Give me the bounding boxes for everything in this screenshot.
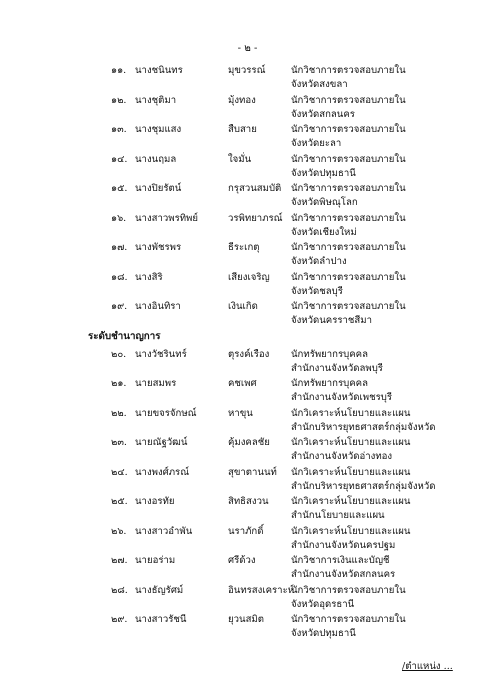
position-title: นักวิชาการตรวจสอบภายใน [291, 65, 406, 76]
list-item [0, 554, 495, 584]
item-number: ๑๒. [111, 94, 127, 106]
position-title: นักวิชาการตรวจสอบภายใน [291, 212, 406, 224]
list-item [0, 348, 495, 378]
first-name: นายณัฐวัฒน์ [135, 437, 188, 448]
last-name: ยุวนสมิต [228, 614, 264, 625]
position-title: นักวิชาการตรวจสอบภายใน [291, 183, 406, 194]
position-title: นักวิชาการตรวจสอบภายใน [291, 301, 406, 312]
first-name: นางสิริ [135, 271, 163, 283]
position-title: นักวิเคราะห์นโยบายและแผน [291, 496, 411, 507]
list-item [0, 525, 495, 555]
position-title: นักวิเคราะห์นโยบายและแผน [291, 466, 411, 478]
position-title: นักวิชาการตรวจสอบภายใน [291, 124, 406, 135]
unit-name: สำนักบริหารยุทธศาสตร์กลุ่มจังหวัด [291, 480, 436, 492]
section-title: ระดับชำนาญการ [88, 330, 161, 342]
group-2-list [0, 348, 495, 643]
last-name: มุ้งทอง [228, 94, 256, 106]
position-title: นักทรัพยากรบุคคล [291, 348, 368, 360]
last-name: เงินเกิด [228, 301, 258, 312]
list-item [0, 153, 495, 183]
position-title: นักวิชาการตรวจสอบภายใน [291, 94, 406, 106]
unit-name: จังหวัดอุดรธานี [291, 598, 355, 610]
item-number: ๑๓. [111, 124, 127, 135]
list-item [0, 241, 495, 271]
unit-name: จังหวัดปทุมธานี [291, 167, 356, 179]
position-title: นักทรัพยากรบุคคล [291, 378, 368, 389]
first-name: นางชุติมา [135, 94, 177, 106]
last-name: กรุสวนสมบัติ [228, 183, 282, 194]
list-item [0, 123, 495, 153]
last-name: คชเพศ [228, 378, 257, 389]
unit-name: จังหวัดชลบุรี [291, 285, 343, 297]
list-item [0, 407, 495, 437]
last-name: หาขุน [228, 407, 253, 419]
last-name: ใจมั่น [228, 153, 252, 165]
first-name: นางพงศ์ภรณ์ [135, 466, 190, 478]
last-name: ศรีด้วง [228, 555, 256, 566]
first-name: นางสาวอำพัน [135, 525, 193, 537]
list-item [0, 94, 495, 124]
last-name: คุ้มงคลชัย [228, 437, 270, 448]
unit-name: จังหวัดนครราชสีมา [291, 315, 372, 326]
position-title: นักวิชาการตรวจสอบภายใน [291, 242, 406, 253]
unit-name: จังหวัดยะลา [291, 138, 342, 149]
position-title: นักวิเคราะห์นโยบายและแผน [291, 525, 411, 537]
last-name: สุขาตานนท์ [228, 466, 277, 478]
position-title: นักวิชาการตรวจสอบภายใน [291, 584, 406, 596]
last-name: นราภักดิ์ [228, 525, 264, 537]
item-number: ๑๑. [111, 65, 127, 76]
list-item [0, 64, 495, 94]
first-name: นางอรทัย [135, 496, 175, 507]
position-title: นักวิเคราะห์นโยบายและแผน [291, 437, 411, 448]
first-name: นายขจรจักษณ์ [135, 407, 197, 419]
item-number: ๒๐. [111, 348, 127, 360]
unit-name: จังหวัดพิษณุโลก [291, 197, 358, 208]
position-title: นักวิชาการเงินและบัญชี [291, 555, 390, 566]
last-name: สิทธิสงวน [228, 496, 269, 507]
list-item [0, 300, 495, 330]
continuation-note: /ตำแหน่ง ... [402, 661, 453, 672]
item-number: ๒๒. [111, 407, 127, 419]
unit-name: จังหวัดปทุมธานี [291, 628, 356, 639]
last-name: สืบสาย [228, 124, 257, 135]
last-name: มุขวรรณ์ [228, 65, 266, 76]
item-number: ๒๔. [111, 466, 128, 478]
unit-name: จังหวัดลำปาง [291, 256, 347, 267]
unit-name: สำนักงานจังหวัดเพชรบุรี [291, 392, 392, 403]
list-item [0, 182, 495, 212]
first-name: นางธัญรัศม์ [135, 584, 184, 596]
list-item [0, 613, 495, 643]
unit-name: สำนักงานจังหวัดนครปฐม [291, 539, 396, 551]
unit-name: จังหวัดเชียงใหม่ [291, 226, 357, 238]
position-title: นักวิชาการตรวจสอบภายใน [291, 153, 406, 165]
first-name: นางนฤมล [135, 153, 177, 165]
list-item [0, 436, 495, 466]
list-item [0, 271, 495, 301]
position-title: นักวิชาการตรวจสอบภายใน [291, 614, 406, 625]
item-number: ๒๘. [111, 584, 128, 596]
first-name: นางสาวพรทิพย์ [135, 212, 199, 224]
last-name: ตุรงค์เรือง [228, 348, 270, 360]
item-number: ๑๖. [111, 212, 127, 224]
list-item [0, 377, 495, 407]
appointee-list [0, 64, 495, 643]
unit-name: จังหวัดสกลนคร [291, 108, 355, 120]
item-number: ๑๕. [111, 183, 128, 194]
unit-name: สำนักงานจังหวัดสกลนคร [291, 569, 396, 580]
first-name: นายอร่าม [135, 555, 176, 566]
unit-name: สำนักบริหารยุทธศาสตร์กลุ่มจังหวัด [291, 421, 436, 433]
first-name: นางพัชรพร [135, 242, 182, 253]
item-number: ๒๖. [111, 525, 127, 537]
list-item [0, 495, 495, 525]
page-number: - ๒ - [237, 43, 258, 54]
list-item [0, 466, 495, 496]
first-name: นางอินทิรา [135, 301, 181, 312]
list-item [0, 584, 495, 614]
item-number: ๑๔. [111, 153, 128, 165]
position-title: นักวิเคราะห์นโยบายและแผน [291, 407, 411, 419]
group-1-list [0, 64, 495, 330]
unit-name: สำนักนโยบายและแผน [291, 510, 385, 521]
item-number: ๒๙. [111, 614, 128, 625]
unit-name: สำนักงานจังหวัดอ่างทอง [291, 451, 393, 462]
item-number: ๒๑. [111, 378, 127, 389]
last-name: วรพิทยาภรณ์ [228, 212, 283, 224]
first-name: นางสาวรัชนี [135, 614, 187, 625]
item-number: ๒๗. [111, 555, 128, 566]
first-name: นางชนินทร [135, 65, 183, 76]
last-name: ธีระเกตุ [228, 242, 260, 253]
first-name: นางปิยรัตน์ [135, 183, 182, 194]
item-number: ๑๙. [111, 301, 128, 312]
list-item [0, 212, 495, 242]
unit-name: สำนักงานจังหวัดลพบุรี [291, 362, 383, 374]
unit-name: จังหวัดสงขลา [291, 79, 348, 90]
item-number: ๒๓. [111, 437, 127, 448]
first-name: นางชุมแสง [135, 124, 182, 135]
last-name: อินทรสงเคราะห์ [228, 584, 295, 596]
first-name: นางวัชรินทร์ [135, 348, 187, 360]
item-number: ๒๕. [111, 496, 128, 507]
first-name: นายสมพร [135, 378, 177, 389]
last-name: เสียงเจริญ [228, 271, 270, 283]
position-title: นักวิชาการตรวจสอบภายใน [291, 271, 406, 283]
item-number: ๑๗. [111, 242, 128, 253]
item-number: ๑๘. [111, 271, 128, 283]
